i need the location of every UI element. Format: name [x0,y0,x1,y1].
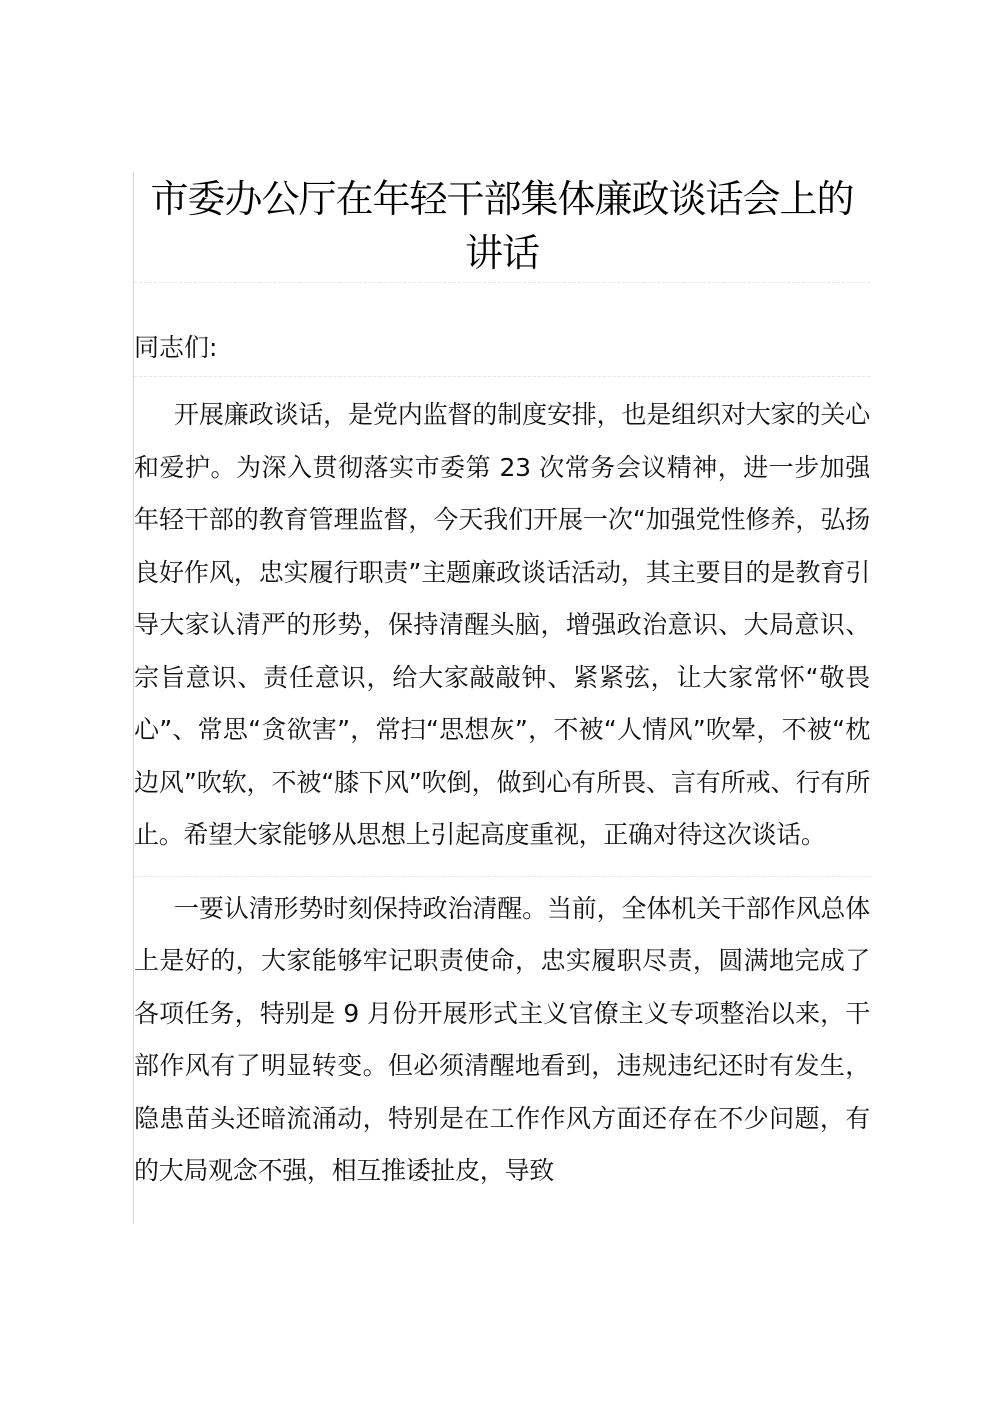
salutation: 同志们: [134,333,218,362]
document-title: 市委办公厅在年轻干部集体廉政谈话会上的讲话 [150,177,854,275]
divider [134,282,870,283]
divider [134,876,870,877]
divider [134,376,870,377]
document-body [133,172,870,1224]
paragraph: 开展廉政谈话，是党内监督的制度安排，也是组织对大家的关心和爱护。为深入贯彻落实市委第 23 次常务会议精神，进一步加强年轻干部的教育管理监督，今天我们开展一次“加强党性修养，弘扬良好作风，忠实履行职责”主题廉政谈话活动，其主要目的是教育引导大家认清严的形势，保持清醒头脑，增强政治意识、大局意识、宗旨意识、责任意识，给大家敲敲钟、紧紧弦，让大家常怀“敬畏心”、常思“贪欲害”，常扫“思想灰”，不被“人情风”吹晕，不被“枕边风”吹软，不被“膝下风”吹倒，做到心有所畏、言有所戒、行有所止。希望大家能够从思想上引起高度重视，正确对待这次谈话。 [134,400,870,849]
paragraph: 一要认清形势时刻保持政治清醒。当前，全体机关干部作风总体上是好的，大家能够牢记职责使命，忠实履职尽责，圆满地完成了各项任务，特别是 9 月份开展形式主义官僚主义专项整治以来，干部作风有了明显转变。但必须清醒地看到，违规违纪还时有发生，隐患苗头还暗流涌动，特别是在工作作风方面还存在不少问题，有的大局观念不强，相互推诿扯皮，导致 [134,893,870,1185]
